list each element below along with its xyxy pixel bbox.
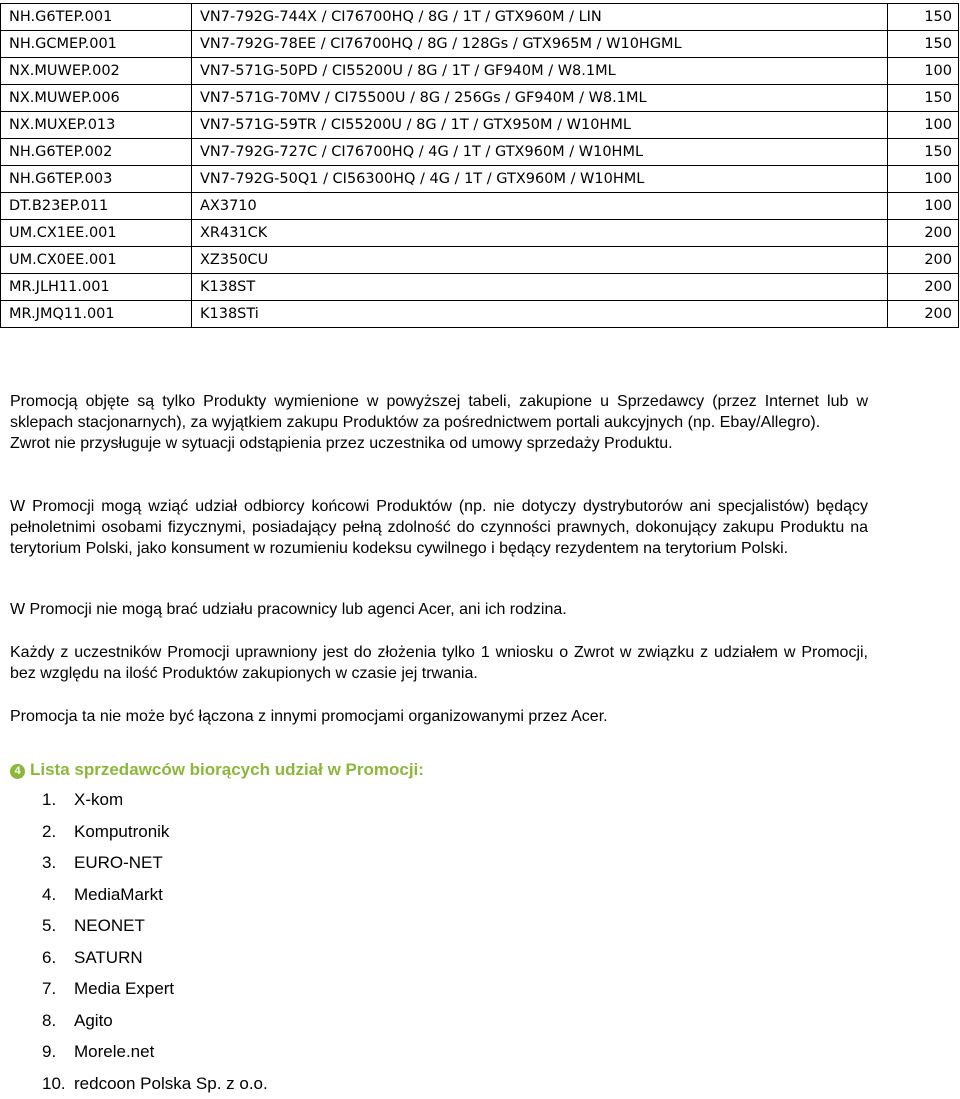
list-item-number: 3. bbox=[0, 847, 74, 879]
paragraph-no-combine: Promocja ta nie może być łączona z innymi promocjami organizowanymi przez Acer. bbox=[10, 706, 868, 727]
refund-amount-cell: 150 bbox=[888, 85, 959, 112]
seller-name: X-kom bbox=[74, 790, 123, 809]
refund-amount-cell: 200 bbox=[888, 301, 959, 328]
refund-amount-cell: 200 bbox=[888, 274, 959, 301]
refund-amount-cell: 150 bbox=[888, 31, 959, 58]
product-code-cell: MR.JMQ11.001 bbox=[1, 301, 192, 328]
product-code-cell: DT.B23EP.011 bbox=[1, 193, 192, 220]
product-code-cell: NH.G6TEP.002 bbox=[1, 139, 192, 166]
table-row bbox=[1, 247, 959, 274]
seller-name: Agito bbox=[74, 1011, 113, 1030]
refund-amount-cell: 150 bbox=[888, 4, 959, 31]
product-code-cell: NH.G6TEP.003 bbox=[1, 166, 192, 193]
table-row bbox=[1, 166, 959, 193]
table-row bbox=[1, 4, 959, 31]
product-code-cell: UM.CX1EE.001 bbox=[1, 220, 192, 247]
paragraph-scope-text: Promocją objęte są tylko Produkty wymienione w powyższej tabeli, zakupione u Sprzedawcy (przez Internet lub w sklepach stacjonarnych), za wyjątkiem zakupu Produktów za pośrednictwem portali aukcyjnych (np. Ebay/Allegro). bbox=[10, 391, 868, 433]
product-model-cell: VN7-571G-70MV / CI75500U / 8G / 256Gs / GF940M / W8.1ML bbox=[192, 85, 888, 112]
list-item-number: 5. bbox=[0, 910, 74, 942]
list-item bbox=[0, 910, 268, 942]
table-row bbox=[1, 301, 959, 328]
product-table bbox=[0, 3, 959, 328]
product-model-cell: XR431CK bbox=[192, 220, 888, 247]
list-item-number: 7. bbox=[0, 973, 74, 1005]
product-model-cell: VN7-571G-59TR / CI55200U / 8G / 1T / GTX950M / W10HML bbox=[192, 112, 888, 139]
list-item-number: 4. bbox=[0, 879, 74, 911]
list-item-number: 9. bbox=[0, 1036, 74, 1068]
refund-amount-cell: 200 bbox=[888, 247, 959, 274]
product-model-cell: VN7-792G-78EE / CI76700HQ / 8G / 128Gs / GTX965M / W10HGML bbox=[192, 31, 888, 58]
table-row bbox=[1, 139, 959, 166]
product-code-cell: MR.JLH11.001 bbox=[1, 274, 192, 301]
paragraph-exclusions: W Promocji nie mogą brać udziału pracownicy lub agenci Acer, ani ich rodzina. bbox=[10, 599, 868, 620]
list-item bbox=[0, 816, 268, 848]
product-code-cell: NX.MUXEP.013 bbox=[1, 112, 192, 139]
list-item-number: 1. bbox=[0, 784, 74, 816]
seller-name: Komputronik bbox=[74, 822, 169, 841]
product-code-cell: NH.G6TEP.001 bbox=[1, 4, 192, 31]
product-code-cell: NX.MUWEP.006 bbox=[1, 85, 192, 112]
refund-amount-cell: 100 bbox=[888, 58, 959, 85]
seller-name: redcoon Polska Sp. z o.o. bbox=[74, 1074, 268, 1093]
product-code-cell: NX.MUWEP.002 bbox=[1, 58, 192, 85]
section-title: Lista sprzedawców biorących udział w Promocji: bbox=[30, 760, 424, 779]
product-model-cell: VN7-792G-744X / CI76700HQ / 8G / 1T / GTX960M / LIN bbox=[192, 4, 888, 31]
refund-amount-cell: 200 bbox=[888, 220, 959, 247]
list-item bbox=[0, 1036, 268, 1068]
list-item-number: 6. bbox=[0, 942, 74, 974]
product-model-cell: VN7-792G-50Q1 / CI56300HQ / 4G / 1T / GTX960M / W10HML bbox=[192, 166, 888, 193]
product-model-cell: K138ST bbox=[192, 274, 888, 301]
table-row bbox=[1, 193, 959, 220]
list-item bbox=[0, 942, 268, 974]
product-code-cell: NH.GCMEP.001 bbox=[1, 31, 192, 58]
product-model-cell: AX3710 bbox=[192, 193, 888, 220]
product-table-body bbox=[1, 4, 959, 328]
table-row bbox=[1, 58, 959, 85]
list-item-number: 10. bbox=[0, 1068, 74, 1099]
refund-amount-cell: 100 bbox=[888, 166, 959, 193]
list-item bbox=[0, 1068, 268, 1099]
table-row bbox=[1, 220, 959, 247]
refund-amount-cell: 100 bbox=[888, 112, 959, 139]
seller-name: EURO-NET bbox=[74, 853, 163, 872]
seller-name: NEONET bbox=[74, 916, 145, 935]
refund-amount-cell: 150 bbox=[888, 139, 959, 166]
table-row bbox=[1, 112, 959, 139]
list-item-number: 2. bbox=[0, 816, 74, 848]
seller-name: Media Expert bbox=[74, 979, 174, 998]
refund-amount-cell: 100 bbox=[888, 193, 959, 220]
list-item bbox=[0, 1005, 268, 1037]
product-code-cell: UM.CX0EE.001 bbox=[1, 247, 192, 274]
list-item bbox=[0, 973, 268, 1005]
paragraph-scope bbox=[10, 391, 868, 454]
paragraph-participants: W Promocji mogą wziąć udział odbiorcy końcowi Produktów (np. nie dotyczy dystrybutorów ani specjalistów) będący pełnoletnimi osobami fizycznymi, posiadający pełną zdolność do czynności prawnych, dokonujący zakupu Produktu na terytorium Polski, jako konsument w rozumieniu kodeksu cywilnego i będący rezydentem na terytorium Polski. bbox=[10, 496, 868, 559]
section-heading-sellers bbox=[10, 760, 424, 780]
seller-name: SATURN bbox=[74, 948, 143, 967]
product-model-cell: K138STi bbox=[192, 301, 888, 328]
seller-name: MediaMarkt bbox=[74, 885, 163, 904]
table-row bbox=[1, 85, 959, 112]
seller-name: Morele.net bbox=[74, 1042, 154, 1061]
product-model-cell: VN7-571G-50PD / CI55200U / 8G / 1T / GF940M / W8.1ML bbox=[192, 58, 888, 85]
list-item-number: 8. bbox=[0, 1005, 74, 1037]
product-model-cell: VN7-792G-727C / CI76700HQ / 4G / 1T / GTX960M / W10HML bbox=[192, 139, 888, 166]
list-item bbox=[0, 784, 268, 816]
section-number-badge-icon: 4 bbox=[10, 764, 25, 779]
product-model-cell: XZ350CU bbox=[192, 247, 888, 274]
sellers-list bbox=[0, 784, 268, 1099]
table-row bbox=[1, 274, 959, 301]
list-item bbox=[0, 879, 268, 911]
paragraph-refund-text: Zwrot nie przysługuje w sytuacji odstąpienia przez uczestnika od umowy sprzedaży Produktu. bbox=[10, 433, 868, 454]
paragraph-one-claim: Każdy z uczestników Promocji uprawniony jest do złożenia tylko 1 wniosku o Zwrot w związku z udziałem w Promocji, bez względu na ilość Produktów zakupionych w czasie jej trwania. bbox=[10, 642, 868, 684]
table-row bbox=[1, 31, 959, 58]
list-item bbox=[0, 847, 268, 879]
